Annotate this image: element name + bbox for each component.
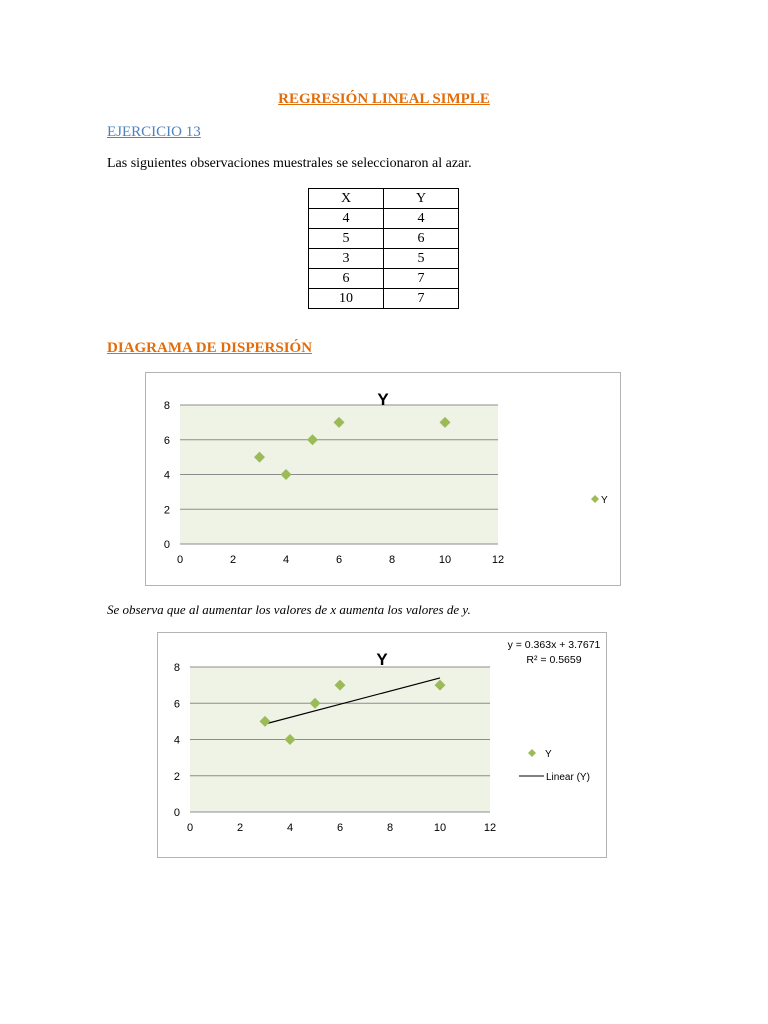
table-cell: 4: [309, 209, 384, 229]
x-tick-label: 8: [388, 554, 396, 566]
intro-text: Las siguientes observaciones muestrales se seleccionaron al azar.: [107, 156, 472, 171]
legend-marker-y: [591, 495, 599, 503]
table-cell: 5: [384, 249, 459, 269]
chart-title: Y: [377, 390, 389, 409]
r-squared: R² = 0.5659: [526, 654, 582, 666]
y-tick-label: 8: [173, 662, 180, 674]
x-tick-labels: [187, 822, 496, 834]
table-cell: 7: [384, 289, 459, 309]
table-row: [309, 249, 459, 269]
x-tick-label: 8: [386, 822, 394, 834]
table-header-y: Y: [384, 189, 459, 209]
scatter-chart-2: [157, 632, 607, 858]
table-row: [309, 289, 459, 309]
x-tick-label: 4: [286, 822, 294, 834]
y-tick-label: 0: [163, 539, 170, 551]
table-header-x: X: [309, 189, 384, 209]
y-tick-labels: [174, 662, 180, 819]
table-header-row: [309, 189, 459, 209]
y-tick-label: 2: [163, 504, 170, 517]
y-tick-label: 0: [173, 807, 180, 819]
table-row: [309, 209, 459, 229]
y-tick-labels: [164, 400, 170, 551]
x-tick-label: 6: [335, 554, 343, 566]
x-tick-label: 10: [433, 822, 447, 834]
y-tick-label: 4: [173, 734, 180, 747]
legend: [519, 749, 590, 783]
table-row: [309, 269, 459, 289]
x-tick-label: 4: [282, 554, 290, 566]
x-tick-label: 10: [438, 554, 452, 566]
table-cell: 10: [309, 289, 384, 309]
document-title: REGRESIÓN LINEAL SIMPLE: [278, 91, 490, 107]
legend-marker-y: [528, 749, 536, 757]
x-tick-label: 2: [229, 554, 237, 566]
table-cell: 6: [384, 229, 459, 249]
y-tick-label: 6: [173, 698, 180, 711]
legend-label-y: Y: [545, 749, 552, 760]
section-heading: DIAGRAMA DE DISPERSIÓN: [107, 340, 313, 356]
y-tick-label: 4: [163, 469, 170, 482]
x-tick-label: 12: [491, 554, 505, 566]
y-tick-label: 8: [163, 400, 170, 412]
x-tick-label: 12: [483, 822, 497, 834]
trendline-equation: y = 0.363x + 3.7671: [507, 639, 601, 651]
table-row: [309, 229, 459, 249]
legend: [591, 495, 608, 506]
table-cell: 4: [384, 209, 459, 229]
x-tick-label: 2: [236, 822, 244, 834]
data-table: [308, 188, 459, 309]
table-cell: 6: [309, 269, 384, 289]
legend-label-y: Y: [601, 495, 608, 506]
scatter-chart-2-svg: [158, 633, 606, 857]
observation-text: Se observa que al aumentar los valores de x aumenta los valores de y.: [107, 602, 471, 617]
y-tick-label: 2: [173, 770, 180, 783]
legend-label-linear: Linear (Y): [546, 772, 590, 783]
table-cell: 7: [384, 269, 459, 289]
y-tick-label: 6: [163, 434, 170, 447]
x-tick-label: 6: [336, 822, 344, 834]
table-cell: 3: [309, 249, 384, 269]
exercise-heading: EJERCICIO 13: [107, 124, 201, 140]
x-tick-labels: [177, 554, 504, 566]
x-tick-label: 0: [176, 554, 184, 566]
x-tick-label: 0: [186, 822, 194, 834]
scatter-chart-1-svg: [146, 373, 620, 585]
table-cell: 5: [309, 229, 384, 249]
scatter-chart-1: [145, 372, 621, 586]
chart-title: Y: [376, 650, 388, 669]
